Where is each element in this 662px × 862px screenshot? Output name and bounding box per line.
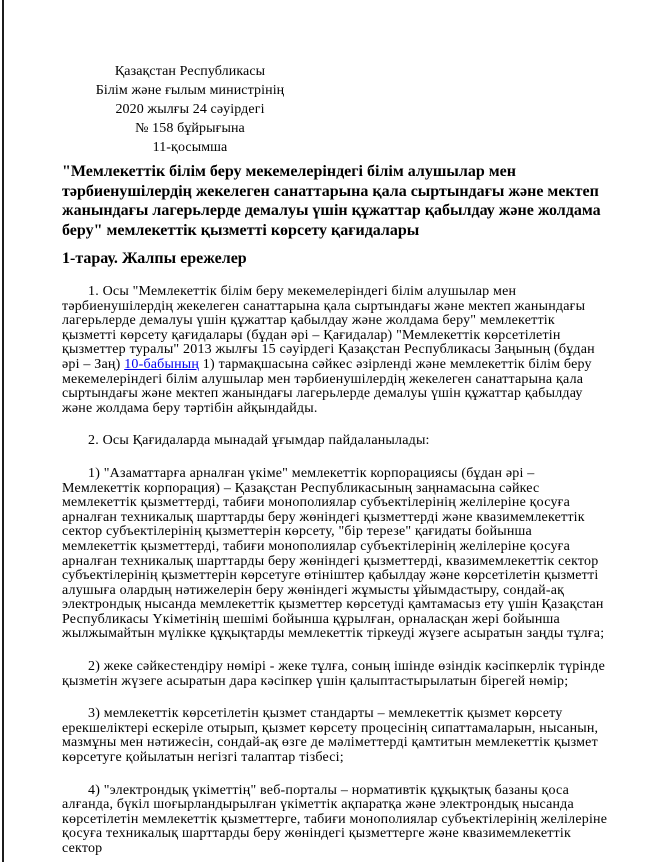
document-content bbox=[62, 0, 608, 862]
paragraph-2: 2. Осы Қағидаларда мынадай ұғымдар пайдаланылады: bbox=[88, 433, 430, 449]
definition-item-2: 2) жеке сәйкестендіру нөмірі - жеке тұлға, соның ішінде өзіндік кәсіпкерлік түрінде қызметін жүзеге асыратын дара кәсіпкер үшін қалыптастырылатын бірегей нөмір; bbox=[62, 659, 605, 689]
paragraph-1-text-before-link: 1. Осы "Мемлекеттік білім беру мекемелеріндегі білім алушылар мен тәрбиенушілердің жекелеген санаттарына қала сыртындағы және мектеп жанындағы лагерьлерде демалуы үшін құжаттар қабылдау және жолдама беру" мемлекеттік қызметті көрсету қағидалары (бұдан әрі – Қағидалар) "Мемлекеттік көрсетілетін қызметтер туралы" 2013 жылғы 15 сәуірдегі Қазақстан Республикасы Заңының (бұдан әрі – Заң) bbox=[62, 284, 595, 372]
paragraph-1-text-after-link: 1) тармақшасына сәйкес әзірленді және мемлекеттік білім беру мекемелеріндегі білім алушылар мен тәрбиенушілердің жекелеген санаттарына қала сыртындағы және мектеп жанындағы лагерьлерде демалуы үшін құжаттар қабылдау және жолдама беру тәртібін айқындайды. bbox=[62, 356, 592, 416]
definition-item-1: 1) "Азаматтарға арналған үкіме" мемлекеттік корпорациясы (бұдан әрі – Мемлекеттік корпорация) – Қазақстан Республикасының заңнамасына сәйкес мемлекеттік қызметтерді, табиғи монополиялар субъектілерінің желілеріне қосуға арналған техникалық шарттарды беру жөніндегі қызметтерді және квазимемлекеттік сектор субъектілерінің қызметтерін көрсету, "бір терезе" қағидаты бойынша мемлекеттік қызметтерді, табиғи монополиялар субъектілерінің желілеріне қосуға арналған техникалық шарттарды беру жөніндегі қызметтерді, квазимемлекеттік сектор субъектілерінің қызметтерін көрсетуге өтініштер қабылдау және көрсетілетін қызметті алушыға олардың нәтижелерін беру жөніндегі жұмысты ұйымдастыру, сондай-ақ электрондық нысанда мемлекеттік қызметтер көрсетуді қамтамасыз ету үшін Қазақстан Республикасы Үкіметінің шешімі бойынша құрылған, орналасқан жері бойынша жылжымайтын мүлікке құқықтарды мемлекеттік тіркеуді жүзеге асыратын заңды тұлға; bbox=[62, 465, 605, 642]
paragraph-1 bbox=[62, 285, 608, 416]
approval-header-line-ministry: Білім және ғылым министрінің bbox=[95, 83, 285, 98]
law-article-link[interactable]: 10-бабының bbox=[124, 356, 200, 372]
approval-header-line-date: 2020 жылғы 24 сәуірдегі bbox=[115, 102, 265, 117]
definition-item-3: 3) мемлекеттік көрсетілетін қызмет стандарты – мемлекеттік қызмет көрсету ерекшеліктері ескеріле отырып, қызмет көрсету процесінің сипаттамаларын, нысанын, мазмұны мен нәтижесін, сондай-ақ өзге де мәліметтерді қамтитын мемлекеттік қызмет көрсетуге қойылатын негізгі талаптар тізбесі; bbox=[62, 706, 599, 766]
document-title: "Мемлекеттік білім беру мекемелеріндегі білім алушылар мен тәрбиенушілердің жекелеген санаттарына қала сыртындағы және мектеп жанындағы лагерьлерде демалуы үшін құжаттар қабылдау және жолдама беру" мемлекеттік қызметті көрсету қағидалары bbox=[62, 163, 601, 239]
chapter-heading: 1-тарау. Жалпы ережелер bbox=[62, 250, 247, 267]
definition-item-4: 4) "электрондық үкіметтің" веб-порталы – нормативтік құқықтық базаны қоса алғанда, бүкіл шоғырландырылған үкіметтік ақпаратқа және электрондық нысанда көрсетілетін мемлекеттік қызметтерге, табиғи монополиялар субъектілерінің желілеріне қосуға техникалық шарттарды беру жөніндегі қызметтерге және квазимемлекеттік сектор bbox=[62, 782, 608, 856]
page-left-border bbox=[2, 0, 4, 862]
approval-header-line-order-number: № 158 бұйрығына bbox=[135, 121, 245, 136]
approval-header-line-country: Қазақстан Республикасы bbox=[114, 64, 266, 79]
approval-header-line-appendix: 11-қосымша bbox=[152, 140, 228, 155]
approval-header-block bbox=[62, 62, 318, 157]
